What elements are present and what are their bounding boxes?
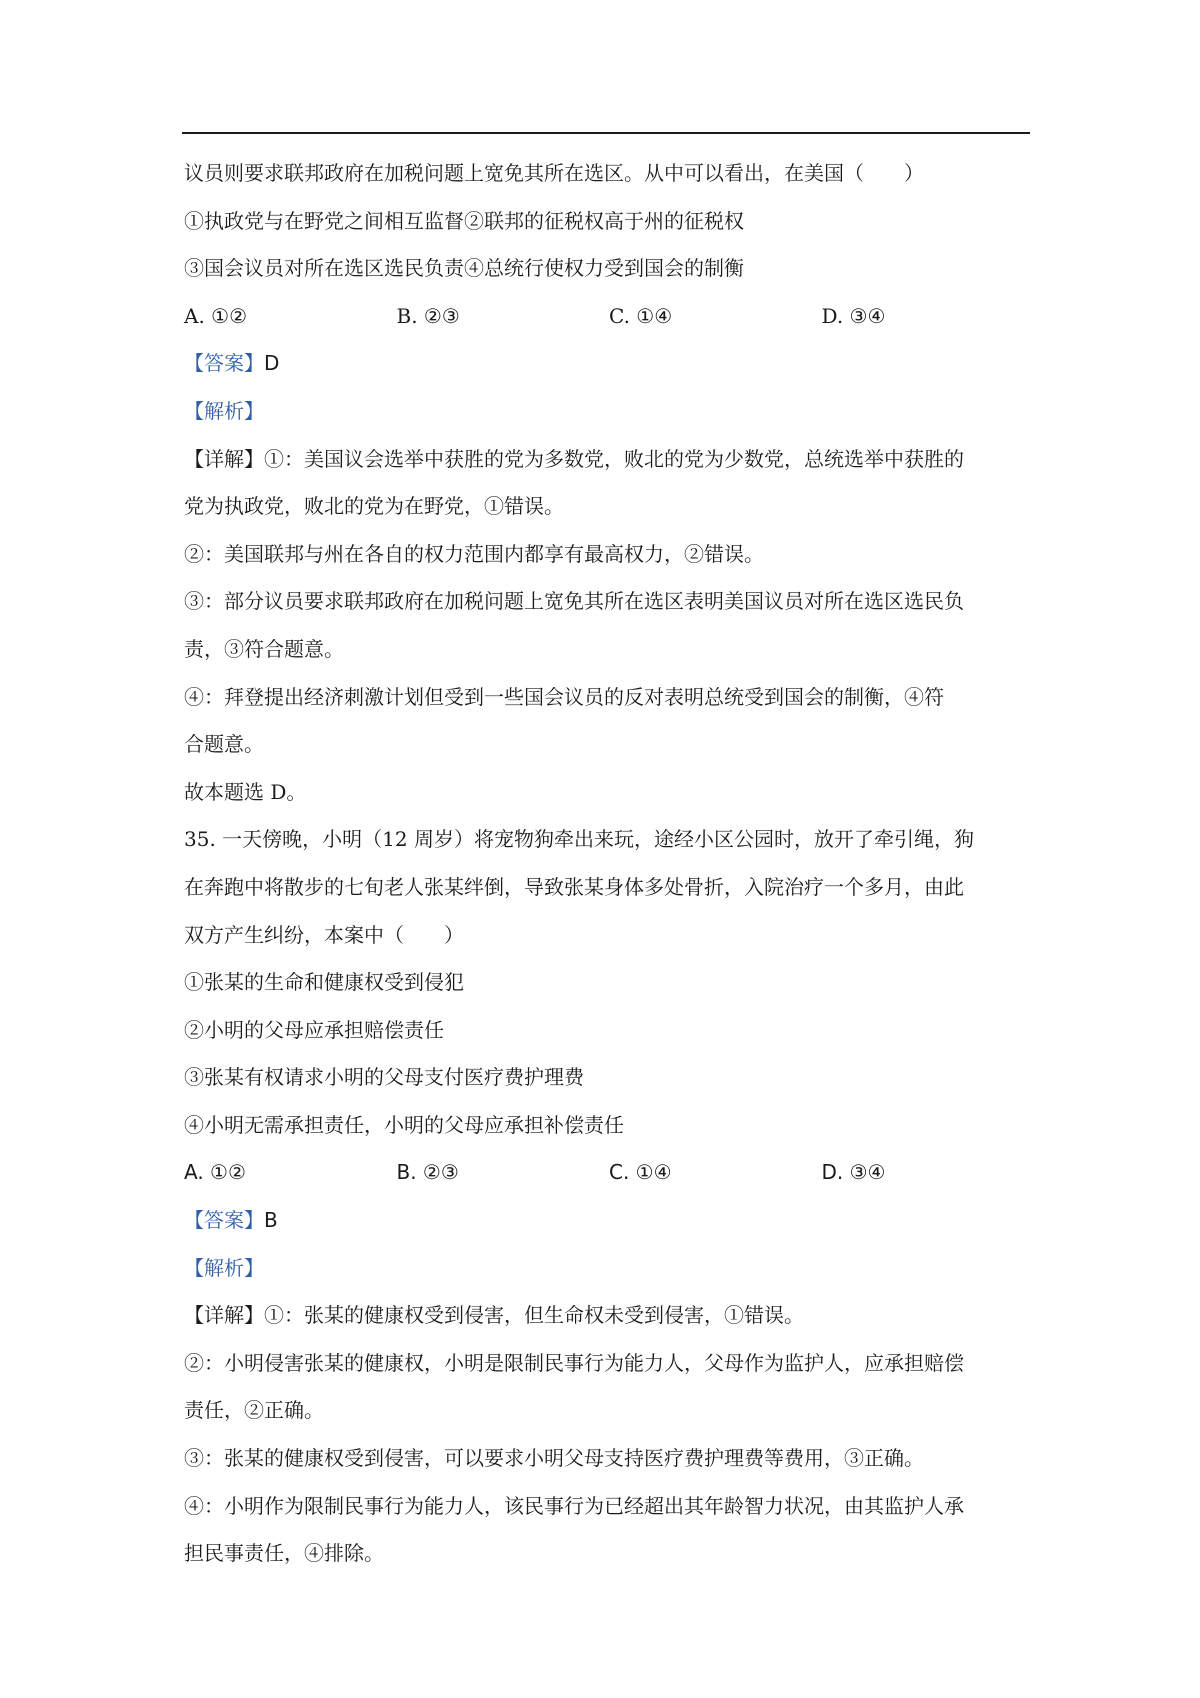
q35-answer xyxy=(184,1197,1034,1245)
q34-detail-line: ④：拜登提出经济刺激计划但受到一些国会议员的反对表明总统受到国会的制衡，④符 xyxy=(184,684,944,709)
q34-options xyxy=(184,293,1034,341)
q35-detail-line xyxy=(184,1292,1034,1340)
q34-detail-line: 合题意。 xyxy=(184,732,264,757)
q34-option-b: B. ②③ xyxy=(396,303,460,328)
analysis-label: 【解析】 xyxy=(184,1255,264,1280)
detail-label: 【详解】 xyxy=(184,446,264,471)
detail-text: ①：美国议会选举中获胜的党为多数党，败北的党为少数党，总统选举中获胜的 xyxy=(264,446,964,471)
detail-text: ①：张某的健康权受到侵害，但生命权未受到侵害，①错误。 xyxy=(264,1303,804,1328)
q34-detail-line xyxy=(184,436,1034,484)
q34-detail-line: ③：部分议员要求联邦政府在加税问题上宽免其所在选区表明美国议员对所在选区选民负 xyxy=(184,589,964,614)
q34-analysis xyxy=(184,388,1034,436)
q35-option-c: C. ①④ xyxy=(609,1160,672,1185)
q35-detail-line: ③：张某的健康权受到侵害，可以要求小明父母支持医疗费护理费等费用，③正确。 xyxy=(184,1446,924,1471)
q34-option-c: C. ①④ xyxy=(609,303,673,328)
answer-value: B xyxy=(264,1208,278,1233)
answer-label: 【答案】 xyxy=(184,1208,264,1233)
q35-detail-line: 担民事责任，④排除。 xyxy=(184,1541,384,1566)
answer-label: 【答案】 xyxy=(184,351,264,376)
q34-conclusion: 故本题选 D。 xyxy=(184,779,307,804)
q35-detail-line: ④：小明作为限制民事行为能力人，该民事行为已经超出其年龄智力状况，由其监护人承 xyxy=(184,1493,964,1518)
answer-value: D xyxy=(264,351,280,376)
q35-statement: ①张某的生命和健康权受到侵犯 xyxy=(184,970,464,995)
q34-option-d: D. ③④ xyxy=(821,303,886,328)
q35-options xyxy=(184,1149,1034,1197)
header-rule xyxy=(182,132,1030,134)
q35-option-a: A. ①② xyxy=(184,1160,246,1185)
q34-statement: ①执政党与在野党之间相互监督②联邦的征税权高于州的征税权 xyxy=(184,208,744,233)
q34-statement: ③国会议员对所在选区选民负责④总统行使权力受到国会的制衡 xyxy=(184,256,744,281)
page-content xyxy=(184,150,1034,1578)
q35-option-d: D. ③④ xyxy=(821,1160,886,1185)
q35-detail-line: 责任，②正确。 xyxy=(184,1398,324,1423)
q35-statement: ②小明的父母应承担赔偿责任 xyxy=(184,1017,444,1042)
q34-option-a: A. ①② xyxy=(184,303,248,328)
q35-statement: ④小明无需承担责任，小明的父母应承担补偿责任 xyxy=(184,1112,624,1137)
q35-statement: ③张某有权请求小明的父母支付医疗费护理费 xyxy=(184,1065,584,1090)
q35-detail-line: ②：小明侵害张某的健康权，小明是限制民事行为能力人，父母作为监护人，应承担赔偿 xyxy=(184,1350,964,1375)
q34-detail-line: ②：美国联邦与州在各自的权力范围内都享有最高权力，②错误。 xyxy=(184,541,764,566)
q35-stem: 35. 一天傍晚，小明（12 周岁）将宠物狗牵出来玩，途经小区公园时，放开了牵引绳，狗 xyxy=(184,827,974,852)
q34-answer xyxy=(184,340,1034,388)
detail-label: 【详解】 xyxy=(184,1303,264,1328)
q35-option-b: B. ②③ xyxy=(396,1160,459,1185)
q35-stem: 在奔跑中将散步的七旬老人张某绊倒，导致张某身体多处骨折，入院治疗一个多月，由此 xyxy=(184,874,964,899)
q34-stem: 议员则要求联邦政府在加税问题上宽免其所在选区。从中可以看出，在美国（ ） xyxy=(184,161,924,185)
q35-stem: 双方产生纠纷，本案中（ ） xyxy=(184,922,464,947)
q35-analysis xyxy=(184,1245,1034,1293)
q34-detail-line: 责，③符合题意。 xyxy=(184,636,344,661)
analysis-label: 【解析】 xyxy=(184,398,264,423)
q34-detail-line: 党为执政党，败北的党为在野党，①错误。 xyxy=(184,494,564,519)
